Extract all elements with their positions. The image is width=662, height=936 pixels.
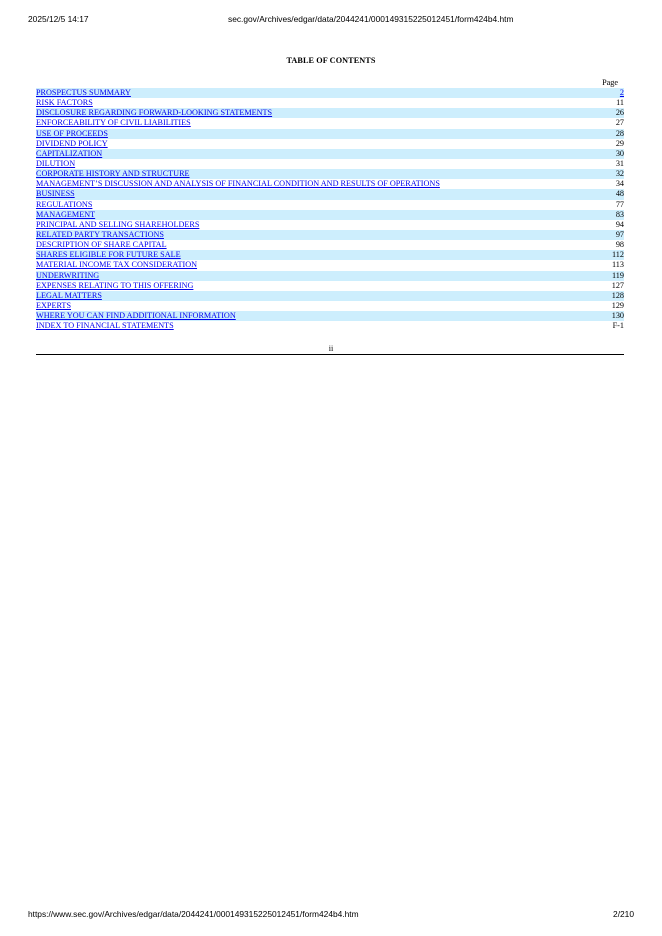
toc-entry-link[interactable]: ENFORCEABILITY OF CIVIL LIABILITIES xyxy=(36,118,191,128)
toc-page-number: 77 xyxy=(615,199,624,209)
toc-page-number: 83 xyxy=(615,209,624,219)
toc-header xyxy=(36,78,624,88)
toc-row xyxy=(36,88,624,98)
toc-row xyxy=(36,240,624,250)
footer-url: https://www.sec.gov/Archives/edgar/data/2044241/000149315225012451/form424b4.htm xyxy=(28,909,359,919)
toc-page-number: 30 xyxy=(615,148,624,158)
table-of-contents xyxy=(36,78,624,331)
toc-row xyxy=(36,271,624,281)
toc-row xyxy=(36,291,624,301)
toc-row xyxy=(36,200,624,210)
print-header xyxy=(28,14,634,26)
toc-page-number: 112 xyxy=(612,250,624,260)
toc-page-number: 34 xyxy=(615,179,624,189)
print-url: sec.gov/Archives/edgar/data/2044241/000149315225012451/form424b4.htm xyxy=(228,14,514,24)
footer-page-indicator: 2/210 xyxy=(613,909,634,919)
toc-row xyxy=(36,98,624,108)
toc-entry-link[interactable]: EXPENSES RELATING TO THIS OFFERING xyxy=(36,280,194,290)
toc-entry-link[interactable]: PROSPECTUS SUMMARY xyxy=(36,88,131,97)
toc-entry-link[interactable]: USE OF PROCEEDS xyxy=(36,128,108,138)
toc-row xyxy=(36,149,624,159)
toc-entry-link[interactable]: DISCLOSURE REGARDING FORWARD-LOOKING STATEMENTS xyxy=(36,108,273,118)
toc-page-number: 29 xyxy=(615,138,624,148)
toc-entry-link[interactable]: SHARES ELIGIBLE FOR FUTURE SALE xyxy=(36,250,181,260)
toc-page-number[interactable]: 2 xyxy=(619,88,624,97)
toc-page-number: 11 xyxy=(616,98,624,108)
toc-entry-link[interactable]: INDEX TO FINANCIAL STATEMENTS xyxy=(36,321,174,331)
toc-page-number: 97 xyxy=(615,229,624,239)
toc-entry-link[interactable]: LEGAL MATTERS xyxy=(36,290,102,300)
toc-row xyxy=(36,260,624,270)
toc-page-number: 113 xyxy=(612,260,624,270)
toc-row xyxy=(36,321,624,331)
toc-row xyxy=(36,139,624,149)
toc-rows xyxy=(36,88,624,331)
toc-page-number: 26 xyxy=(615,108,624,118)
toc-entry-link[interactable]: MATERIAL INCOME TAX CONSIDERATION xyxy=(36,260,198,270)
toc-page-number: F-1 xyxy=(612,321,624,331)
toc-page-number: 28 xyxy=(615,128,624,138)
toc-entry-link[interactable]: UNDERWRITING xyxy=(36,270,100,280)
toc-row xyxy=(36,311,624,321)
toc-entry-link[interactable]: EXPERTS xyxy=(36,300,71,310)
toc-entry-link[interactable]: DILUTION xyxy=(36,158,76,168)
toc-row xyxy=(36,159,624,169)
toc-page-number: 129 xyxy=(611,300,624,310)
toc-page-number: 31 xyxy=(615,158,624,168)
toc-entry-link[interactable]: DIVIDEND POLICY xyxy=(36,138,108,148)
toc-entry-link[interactable]: DESCRIPTION OF SHARE CAPITAL xyxy=(36,240,167,250)
toc-entry-link[interactable]: MANAGEMENT xyxy=(36,209,96,219)
toc-row xyxy=(36,118,624,128)
print-footer xyxy=(28,909,634,921)
page-column-label: Page xyxy=(602,78,618,87)
toc-page-number: 130 xyxy=(611,311,624,321)
toc-entry-link[interactable]: BUSINESS xyxy=(36,189,75,199)
toc-row xyxy=(36,179,624,189)
toc-entry-link[interactable]: WHERE YOU CAN FIND ADDITIONAL INFORMATION xyxy=(36,311,236,321)
toc-row xyxy=(36,189,624,199)
toc-page-number: 128 xyxy=(611,290,624,300)
toc-page-number: 98 xyxy=(615,240,624,250)
toc-page-number: 48 xyxy=(615,189,624,199)
toc-row xyxy=(36,250,624,260)
toc-page-number: 32 xyxy=(615,169,624,179)
toc-row xyxy=(36,108,624,118)
toc-row xyxy=(36,220,624,230)
toc-page-number: 119 xyxy=(612,270,624,280)
toc-page-number: 127 xyxy=(611,280,624,290)
toc-row xyxy=(36,169,624,179)
toc-entry-link[interactable]: MANAGEMENT’S DISCUSSION AND ANALYSIS OF FINANCIAL CONDITION AND RESULTS OF OPERATIONS xyxy=(36,179,440,189)
toc-row xyxy=(36,281,624,291)
toc-entry-link[interactable]: RISK FACTORS xyxy=(36,98,93,108)
page-number-roman: ii xyxy=(328,344,334,353)
toc-row xyxy=(36,129,624,139)
toc-row xyxy=(36,230,624,240)
toc-row xyxy=(36,301,624,311)
toc-row xyxy=(36,210,624,220)
toc-page-number: 27 xyxy=(615,118,624,128)
toc-title: TABLE OF CONTENTS xyxy=(286,56,376,65)
toc-entry-link[interactable]: RELATED PARTY TRANSACTIONS xyxy=(36,229,164,239)
toc-entry-link[interactable]: CAPITALIZATION xyxy=(36,148,103,158)
print-datetime: 2025/12/5 14:17 xyxy=(28,14,89,24)
toc-page-number: 94 xyxy=(615,219,624,229)
page-bottom-rule xyxy=(36,354,624,355)
toc-entry-link[interactable]: CORPORATE HISTORY AND STRUCTURE xyxy=(36,169,190,179)
toc-entry-link[interactable]: PRINCIPAL AND SELLING SHAREHOLDERS xyxy=(36,219,200,229)
toc-entry-link[interactable]: REGULATIONS xyxy=(36,199,93,209)
